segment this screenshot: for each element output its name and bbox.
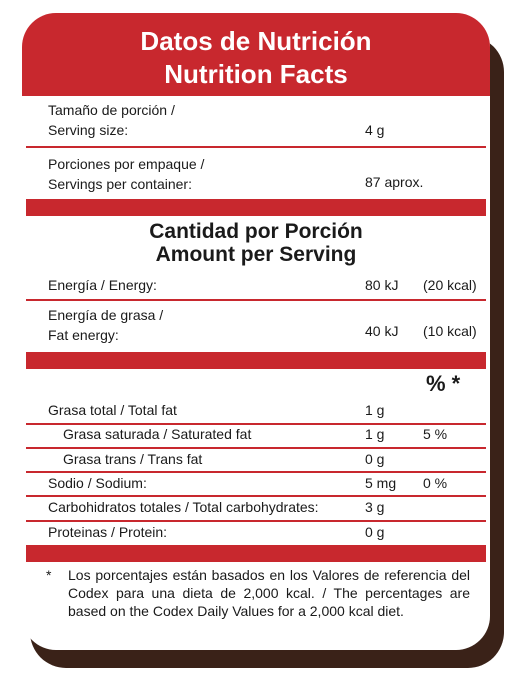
nutrient-percent: 5 % <box>423 426 448 442</box>
divider <box>26 146 486 148</box>
nutrient-amount: 0 g <box>365 451 385 467</box>
serving-size-label-line2: Serving size: <box>48 122 129 138</box>
nutrient-label: Grasa trans / Trans fat <box>63 451 203 467</box>
amount-heading-english: Amount per Serving <box>155 243 357 266</box>
nutrient-label: Sodio / Sodium: <box>48 475 147 491</box>
percent-daily-value-header: % * <box>426 371 461 396</box>
serving-size-value: 4 g <box>365 122 385 138</box>
footnote <box>46 566 470 620</box>
nutrient-label: Carbohidratos totales / Total carbohydrates: <box>48 499 319 515</box>
section-bar <box>26 199 486 216</box>
servings-per-container-label-line2: Servings per container: <box>48 176 192 192</box>
footnote-text: Los porcentajes están basados en los Valores de referencia del Codex para una dieta de 2,000 kcal. / The percentages are based on the Codex Daily Values for a 2,000 kcal diet. <box>68 567 470 619</box>
nutrient-amount: 1 g <box>365 426 385 442</box>
divider <box>26 299 486 301</box>
energy-kj: 80 kJ <box>365 277 399 293</box>
fat-energy-kj: 40 kJ <box>365 323 399 339</box>
nutrient-amount: 5 mg <box>365 475 397 491</box>
nutrient-label: Proteinas / Protein: <box>48 524 168 540</box>
title-english: Nutrition Facts <box>164 59 348 89</box>
servings-per-container-label-line1: Porciones por empaque / <box>48 156 205 172</box>
nutrition-label <box>22 13 490 650</box>
section-bar <box>26 545 486 562</box>
servings-per-container-value: 87 aprox. <box>365 174 424 190</box>
nutrient-amount: 0 g <box>365 524 385 540</box>
amount-heading-spanish: Cantidad por Porción <box>149 220 363 243</box>
serving-size-label-line1: Tamaño de porción / <box>48 102 175 118</box>
nutrient-label: Grasa total / Total fat <box>48 402 177 418</box>
energy-kcal: (20 kcal) <box>423 277 477 293</box>
title-spanish: Datos de Nutrición <box>140 26 372 56</box>
section-bar <box>26 352 486 369</box>
fat-energy-label-line1: Energía de grasa / <box>48 307 164 323</box>
nutrient-percent: 0 % <box>423 475 448 491</box>
nutrient-amount: 3 g <box>365 499 385 515</box>
nutrient-amount: 1 g <box>365 402 385 418</box>
footnote-marker: * <box>46 567 52 583</box>
energy-label: Energía / Energy: <box>48 277 157 293</box>
fat-energy-label-line2: Fat energy: <box>48 327 119 343</box>
nutrient-label: Grasa saturada / Saturated fat <box>63 426 252 442</box>
label-header <box>22 13 490 96</box>
fat-energy-kcal: (10 kcal) <box>423 323 477 339</box>
